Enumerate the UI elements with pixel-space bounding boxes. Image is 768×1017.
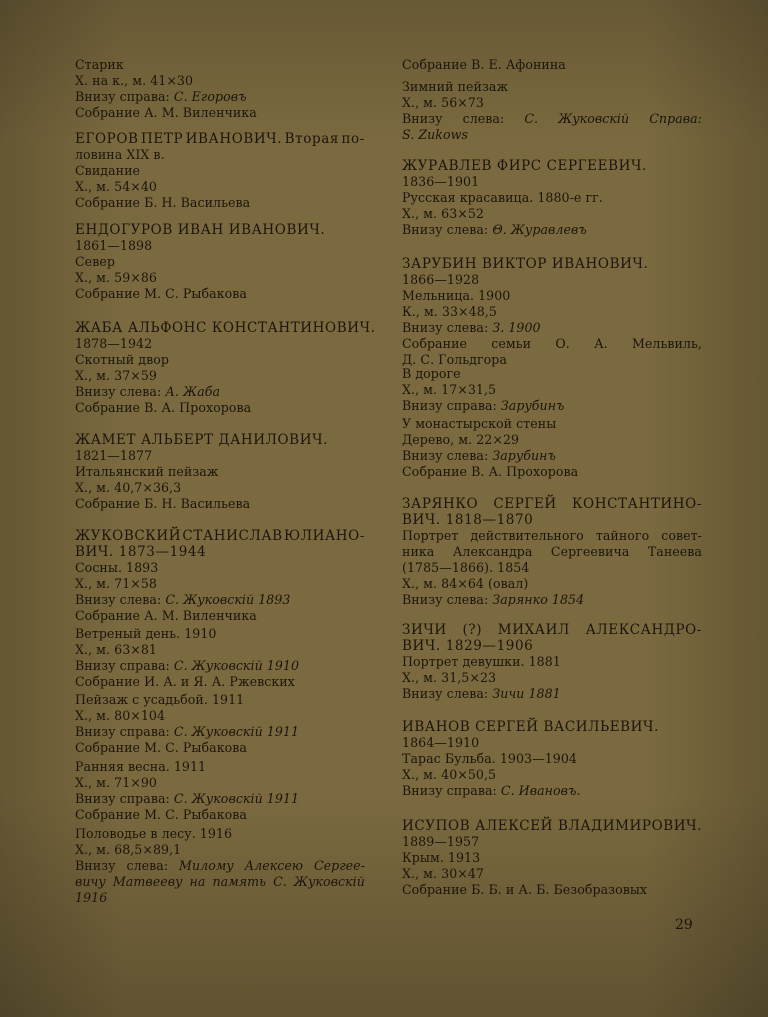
entry-zarubin-road bbox=[402, 366, 702, 414]
artist-dates: ловина XIX в. bbox=[75, 147, 165, 162]
artwork-title: Половодье в лесу. 1916 bbox=[75, 826, 233, 841]
artist-heading: ЖАМЕТ АЛЬБЕРТ ДАНИЛОВИЧ. bbox=[75, 432, 329, 448]
entry-zhaba bbox=[75, 320, 376, 416]
entry-zichy bbox=[402, 622, 702, 702]
entry-zhukovsky-windy-day bbox=[75, 626, 365, 690]
entry-afonin-collection bbox=[402, 57, 702, 73]
entry-zhuravlev bbox=[402, 158, 702, 238]
artwork-title: Старик bbox=[75, 57, 124, 72]
entry-zaryanko bbox=[402, 496, 702, 608]
signature-line: Внизу слева: Милому Алексею Сергее- bbox=[75, 858, 365, 873]
entry-zhukovsky-estate bbox=[75, 692, 365, 756]
artwork-medium: Х., м. 84×64 (овал) bbox=[402, 576, 529, 591]
artwork-title: Пейзаж с усадьбой. 1911 bbox=[75, 692, 245, 707]
artwork-title: Мельница. 1900 bbox=[402, 288, 511, 303]
artwork-medium: Х., м. 71×90 bbox=[75, 775, 157, 790]
artwork-title: У монастырской стены bbox=[402, 416, 557, 431]
artwork-title: Ранняя весна. 1911 bbox=[75, 759, 207, 774]
artist-dates: 1889—1957 bbox=[402, 834, 480, 849]
artwork-medium: Х., м. 63×52 bbox=[402, 206, 484, 221]
artist-heading: ЗАРЯНКО СЕРГЕЙ КОНСТАНТИНО- bbox=[402, 496, 702, 512]
artwork-title: В дороге bbox=[402, 366, 461, 381]
entry-egorov-petr bbox=[75, 131, 365, 211]
artwork-medium: Х., м. 63×81 bbox=[75, 642, 157, 657]
artwork-medium: Дерево, м. 22×29 bbox=[402, 432, 520, 447]
artwork-medium: Х., м. 40,7×36,3 bbox=[75, 480, 182, 495]
artist-heading: ЗИЧИ (?) МИХАИЛ АЛЕКСАНДРО- bbox=[402, 622, 702, 638]
entry-zhukovsky-winter bbox=[402, 79, 702, 143]
artwork-medium: Х. на к., м. 41×30 bbox=[75, 73, 194, 88]
artwork-title: Русская красавица. 1880-е гг. bbox=[402, 190, 603, 205]
artwork-title: Ветреный день. 1910 bbox=[75, 626, 217, 641]
signature-line: Внизу слева: А. Жаба bbox=[75, 384, 221, 399]
collection-line: Собрание Б. Б. и А. Б. Безобразовых bbox=[402, 882, 648, 897]
collection-line: Д. С. Гольдгора bbox=[402, 352, 507, 367]
artwork-medium: Х., м. 17×31,5 bbox=[402, 382, 497, 397]
collection-line: Собрание Б. Н. Васильева bbox=[75, 496, 251, 511]
artist-heading: ЖУКОВСКИЙ СТАНИСЛАВ ЮЛИАНО- bbox=[75, 528, 365, 544]
artist-dates: 1866—1928 bbox=[402, 272, 480, 287]
artwork-title: Север bbox=[75, 254, 115, 269]
artwork-title: Портрет девушки. 1881 bbox=[402, 654, 561, 669]
entry-isupov bbox=[402, 818, 702, 898]
entry-zarubin-monastery bbox=[402, 416, 702, 480]
artwork-medium: Х., м. 54×40 bbox=[75, 179, 157, 194]
artist-heading: ЕНДОГУРОВ ИВАН ИВАНОВИЧ. bbox=[75, 222, 326, 238]
signature-line: Внизу слева: С. Жуковскiй 1893 bbox=[75, 592, 291, 607]
artwork-medium: Х., м. 31,5×23 bbox=[402, 670, 497, 685]
signature-line: Внизу справа: С. Жуковскiй 1911 bbox=[75, 724, 300, 739]
entry-zhukovsky-early-spring bbox=[75, 759, 365, 823]
artist-dates: ВИЧ. 1829—1906 bbox=[402, 638, 534, 654]
entry-zarubin bbox=[402, 256, 702, 368]
artwork-title: ника Александра Сергеевича Танеева bbox=[402, 544, 702, 559]
artist-heading: ЕГОРОВ ПЕТР ИВАНОВИЧ. Вторая по- bbox=[75, 131, 365, 147]
artist-heading: ИВАНОВ СЕРГЕЙ ВАСИЛЬЕВИЧ. bbox=[402, 719, 659, 735]
signature-line: Внизу слева: З. 1900 bbox=[402, 320, 541, 335]
collection-line: Собрание М. С. Рыбакова bbox=[75, 807, 247, 822]
page-number: 29 bbox=[675, 917, 693, 933]
artist-dates: 1836—1901 bbox=[402, 174, 480, 189]
entry-zhukovsky bbox=[75, 528, 365, 624]
signature-line: Внизу справа: Зарубинъ bbox=[402, 398, 565, 413]
artist-heading: ЖУРАВЛЕВ ФИРС СЕРГЕЕВИЧ. bbox=[402, 158, 647, 174]
artwork-medium: Х., м. 30×47 bbox=[402, 866, 484, 881]
collection-line: Собрание В. Е. Афонина bbox=[402, 57, 566, 72]
artwork-medium: Х., м. 71×58 bbox=[75, 576, 157, 591]
artwork-title: (1785—1866). 1854 bbox=[402, 560, 530, 575]
artwork-title: Тарас Бульба. 1903—1904 bbox=[402, 751, 577, 766]
signature-line: Внизу слева: С. Жуковскiй Справа: bbox=[402, 111, 702, 126]
entry-ivanov bbox=[402, 719, 702, 799]
signature-line: Внизу слева: Зарянко 1854 bbox=[402, 592, 585, 607]
collection-line: Собрание М. С. Рыбакова bbox=[75, 286, 247, 301]
signature-line: Внизу слева: Θ. Журавлевъ bbox=[402, 222, 587, 237]
collection-line: Собрание семьи О. А. Мельвиль, bbox=[402, 336, 702, 351]
artwork-title: Портрет действительного тайного совет- bbox=[402, 528, 702, 543]
artwork-medium: Х., м. 80×104 bbox=[75, 708, 166, 723]
artwork-title: Зимний пейзаж bbox=[402, 79, 509, 94]
collection-line: Собрание А. М. Виленчика bbox=[75, 608, 257, 623]
signature-line: Внизу справа: С. Ивановъ. bbox=[402, 783, 581, 798]
entry-endogurov bbox=[75, 222, 365, 302]
artist-dates: 1861—1898 bbox=[75, 238, 153, 253]
signature-line: вичу Матвееву на память С. Жуковскiй bbox=[75, 874, 365, 889]
collection-line: Собрание В. А. Прохорова bbox=[402, 464, 579, 479]
artist-dates: ВИЧ. 1818—1870 bbox=[402, 512, 534, 528]
artist-dates: 1864—1910 bbox=[402, 735, 480, 750]
signature-line: Внизу слева: Зичи 1881 bbox=[402, 686, 561, 701]
collection-line: Собрание В. А. Прохорова bbox=[75, 400, 252, 415]
artwork-medium: Х., м. 37×59 bbox=[75, 368, 157, 383]
artwork-medium: К., м. 33×48,5 bbox=[402, 304, 497, 319]
artwork-title: Крым. 1913 bbox=[402, 850, 481, 865]
artwork-medium: Х., м. 59×86 bbox=[75, 270, 157, 285]
entry-egorov-starik bbox=[75, 57, 365, 121]
collection-line: Собрание А. М. Виленчика bbox=[75, 105, 257, 120]
artwork-medium: Х., м. 56×73 bbox=[402, 95, 484, 110]
signature-line: Внизу справа: С. Жуковскiй 1910 bbox=[75, 658, 300, 673]
entry-zhamet bbox=[75, 432, 365, 512]
artist-heading: ЖАБА АЛЬФОНС КОНСТАНТИНОВИЧ. bbox=[75, 320, 376, 336]
artwork-title: Свидание bbox=[75, 163, 141, 178]
signature-line: Внизу справа: С. Егоровъ bbox=[75, 89, 247, 104]
collection-line: Собрание И. А. и Я. А. Ржевских bbox=[75, 674, 295, 689]
artist-dates: 1821—1877 bbox=[75, 448, 153, 463]
signature-line: Внизу слева: Зарубинъ bbox=[402, 448, 556, 463]
artist-heading: ИСУПОВ АЛЕКСЕЙ ВЛАДИМИРОВИЧ. bbox=[402, 818, 703, 834]
artist-heading: ЗАРУБИН ВИКТОР ИВАНОВИЧ. bbox=[402, 256, 649, 272]
entry-zhukovsky-flood bbox=[75, 826, 365, 906]
artwork-title: Скотный двор bbox=[75, 352, 169, 367]
collection-line: Собрание М. С. Рыбакова bbox=[75, 740, 247, 755]
signature-line: 1916 bbox=[75, 890, 108, 905]
signature-line: Внизу справа: С. Жуковскiй 1911 bbox=[75, 791, 300, 806]
artwork-medium: Х., м. 68,5×89,1 bbox=[75, 842, 182, 857]
signature-line: S. Zukows bbox=[402, 127, 468, 142]
artist-dates: 1878—1942 bbox=[75, 336, 153, 351]
artwork-title: Сосны. 1893 bbox=[75, 560, 159, 575]
artwork-title: Итальянский пейзаж bbox=[75, 464, 219, 479]
artwork-medium: Х., м. 40×50,5 bbox=[402, 767, 497, 782]
collection-line: Собрание Б. Н. Васильева bbox=[75, 195, 251, 210]
artist-dates: ВИЧ. 1873—1944 bbox=[75, 544, 207, 560]
